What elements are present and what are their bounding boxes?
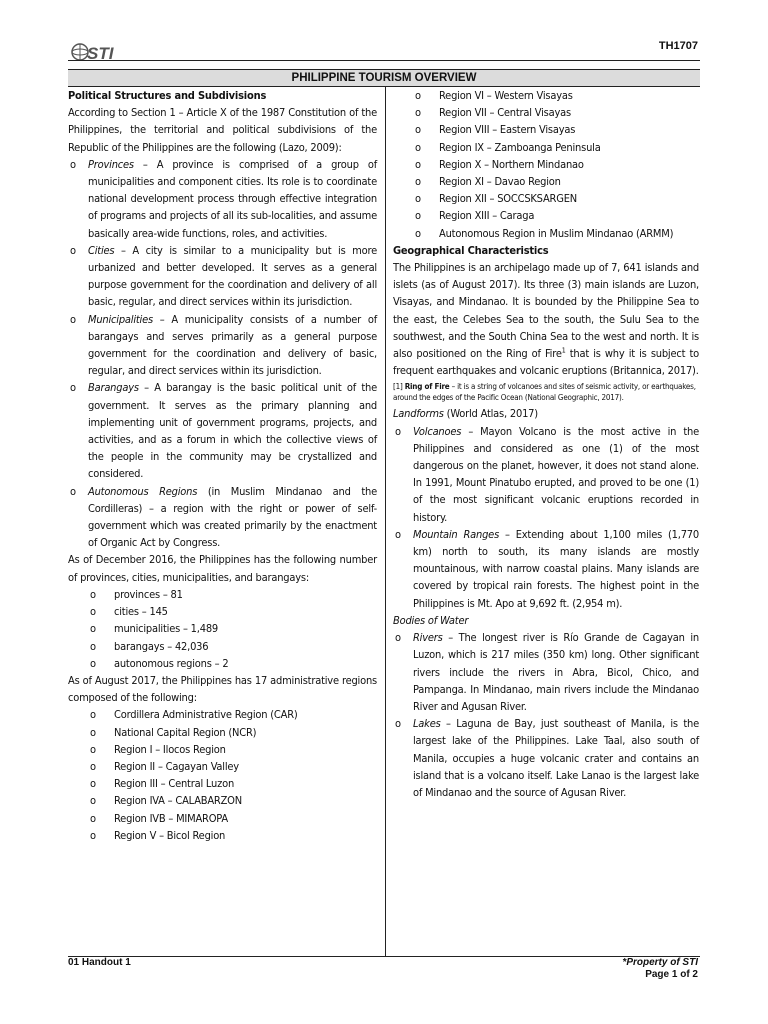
count-item: o municipalities – 1,489 [68,620,377,637]
sti-logo-text: STI [87,44,114,63]
region-item: o Region XII – SOCCSKSARGEN [393,190,699,207]
bottom-rule [68,956,700,957]
count-item: o autonomous regions – 2 [68,655,377,672]
region-item: o Region IVB – MIMAROPA [68,810,377,827]
bodies-of-water-heading: Bodies of Water [393,613,469,627]
handout-label: 01 Handout 1 [68,957,131,968]
footnote-ref: 1 [561,346,566,355]
region-item: o National Capital Region (NCR) [68,724,377,741]
section-heading-political: Political Structures and Subdivisions [68,89,267,102]
region-item: o Region VIII – Eastern Visayas [393,121,699,138]
region-item: o Region VI – Western Visayas [393,87,699,104]
list-item-volcanoes: o Volcanoes – Mayon Volcano is the most active in the Philippines and considered as one (1) of the most dangerous on the planet, however, it does not stand alone. In 1991, Mount Pinatubo erupted, and proved to be one (1) of the most significant volcanic eruptions recorded in history. [393,423,699,526]
region-item: o Region X – Northern Mindanao [393,156,699,173]
region-item: o Region III – Central Luzon [68,775,377,792]
footnote: [1] Ring of Fire – it is a string of volcanoes and sites of seismic activity, or earthquakes, around the edges of the Pacific Ocean (National Geographic, 2017). [393,382,696,403]
list-item-barangays: o Barangays – A barangay is the basic political unit of the government. It serves as the primary planning and implementing unit of government programs, projects, and activities, and as a forum in which the collective views of the people in the community may be crystallized and considered. [68,379,377,482]
list-item-lakes: o Lakes – Laguna de Bay, just southeast of Manila, is the largest lake of the Philippines. Lake Taal, also south of Manila, occupies a huge volcanic crater and contains an island that is a volcano itself. Lake Lanao is the largest lake of Mindanao and the source of Agusan River. [393,715,699,801]
page-title: PHILIPPINE TOURISM OVERVIEW [68,69,700,87]
count-item: o barangays – 42,036 [68,638,377,655]
page-number: Page 1 of 2 [645,969,698,980]
list-item-provinces: o Provinces – A province is comprised of a group of municipalities and component cities. Its role is to coordinate national development process through effective integration of programs and projects of all its sub-localities, and assume basically area-wide functions, roles, and activities. [68,156,377,242]
section-heading-geographical: Geographical Characteristics [393,243,549,257]
list-item-rivers: o Rivers – The longest river is Río Grande de Cagayan in Luzon, which is 217 miles (350 km) long. Other significant rivers include the rivers in Abra, Bicol, Chico, and Pampanga. In Mindanao, main rivers include the Mindanao River and Agusan River. [393,629,699,715]
right-column [393,87,699,801]
property-label: *Property of STI [622,957,698,968]
region-item: o Region IX – Zamboanga Peninsula [393,139,699,156]
december-intro: As of December 2016, the Philippines has the following number of provinces, cities, municipalities, and barangays: [68,553,377,584]
region-item: o Region V – Bicol Region [68,827,377,844]
region-item: o Region XI – Davao Region [393,173,699,190]
region-item: o Region II – Cagayan Valley [68,758,377,775]
column-divider [385,86,386,957]
region-item: o Region XIII – Caraga [393,207,699,224]
document-code: TH1707 [658,40,698,52]
list-item-cities: o Cities – A city is similar to a municipality but is more urbanized and better developed. It serves as a general purpose government for the coordination and delivery of all basic, regular, and direct services within its jurisdiction. [68,242,377,311]
political-intro: According to Section 1 – Article X of the 1987 Constitution of the Philippines, the territorial and political subdivisions of the Republic of the Philippines are the following (Lazo, 2009): [68,106,377,154]
region-item: o Region IVA – CALABARZON [68,792,377,809]
geo-paragraph: The Philippines is an archipelago made up of 7, 641 islands and islets (as of August 2017). Its three (3) main islands are Luzon, Visayas, and Mindanao. It is bounded by the Philippine Sea to the east, the Celebes Sea to the south, the Sulu Sea to the southwest, and the South China Sea to the west and north. It is also positioned on the Ring of Fire$^1$ that is why it is subject to frequent earthquakes and volcanic eruptions (Britannica, 2017). [393,261,700,378]
left-column [68,87,377,844]
list-item-mountain-ranges: o Mountain Ranges – Extending about 1,100 miles (1,770 km) north to south, its many islands are mostly mountainous, with narrow coastal plains. Many islands are covered by tropical rain forests. The highest point in the Philippines is Mt. Apo at 9,692 ft. (2,954 m). [393,526,699,612]
count-item: o cities – 145 [68,603,377,620]
region-item-armm: o Autonomous Region in Muslim Mindanao (ARMM) [393,225,699,242]
footer-right [622,957,698,981]
list-item-autonomous-regions: o Autonomous Regions (in Muslim Mindanao and the Cordilleras) – a region with the right or power of self-government which was created primarily by the enactment of Organic Act by Congress. [68,483,377,552]
august-intro: As of August 2017, the Philippines has 17 administrative regions composed of the following: [68,673,377,705]
region-item: o Cordillera Administrative Region (CAR) [68,706,377,723]
top-rule [68,60,700,61]
count-item: o provinces – 81 [68,586,377,603]
region-item: o Region VII – Central Visayas [393,104,699,121]
landforms-heading: Landforms (World Atlas, 2017) [393,407,538,421]
region-item: o Region I – Ilocos Region [68,741,377,758]
list-item-municipalities: o Municipalities – A municipality consists of a number of barangays and serves primarily as a general purpose government for the coordination and delivery of basic, regular, and direct services within its jurisdiction. [68,311,377,380]
